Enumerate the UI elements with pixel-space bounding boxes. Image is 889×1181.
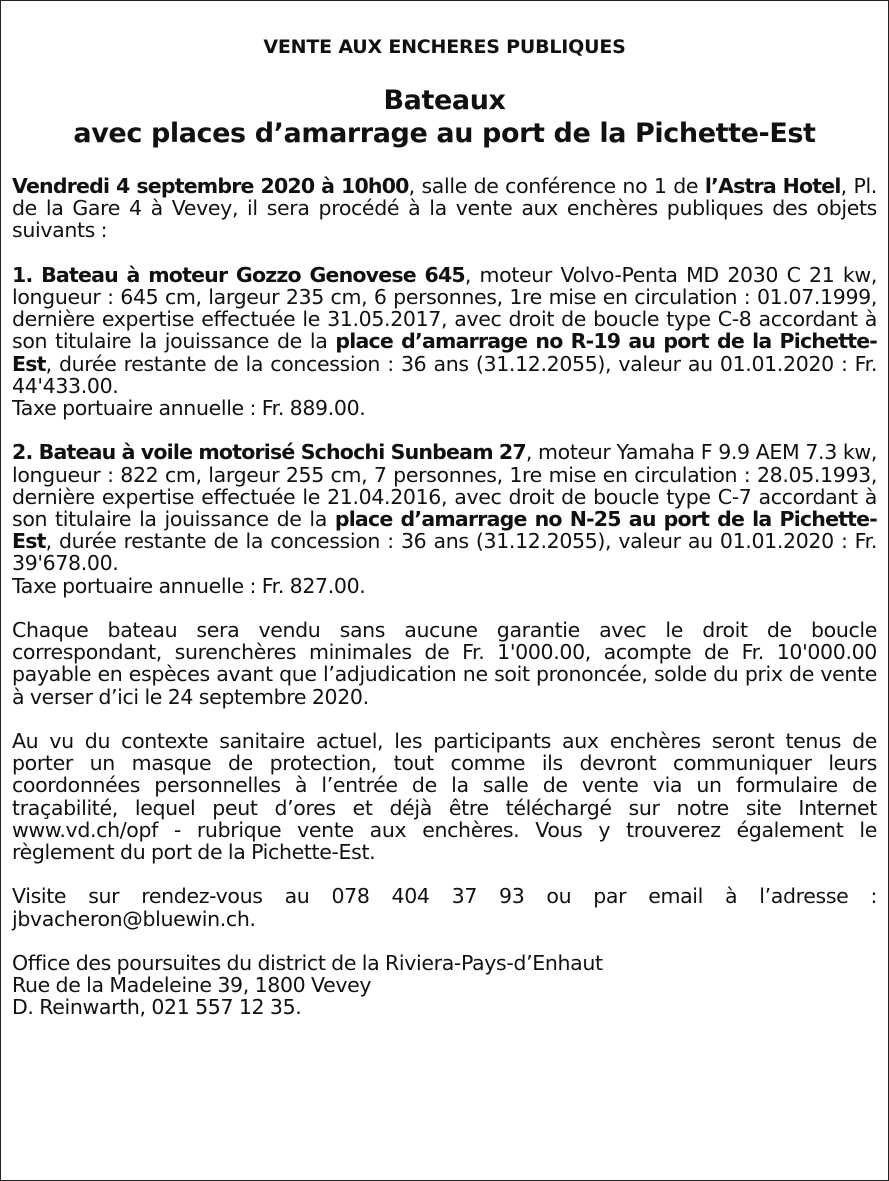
- hotel-name: l’Astra Hotel: [704, 174, 841, 198]
- lot-1-text-2: , durée restante de la concession : 36 ans (31.12.2055), valeur au 01.01.2020 : Fr. 44'433.00.: [12, 351, 877, 398]
- lot-2-name: 2. Bateau à voile motorisé Schochi Sunbeam 27: [12, 440, 526, 465]
- intro-paragraph: [12, 175, 877, 242]
- lot-1-text-1: , moteur Volvo-Penta MD 2030 C 21 kw, longueur : 645 cm, largeur 235 cm, 6 personnes, 1re mise en circulation : 01.07.1999, dernière expertise effectuée le 31.05.2017, avec droit de boucle type C-8 accordant à son titulaire la jouissance de la: [12, 262, 877, 354]
- conditions-paragraph: Chaque bateau sera vendu sans aucune garantie avec le droit de boucle correspondant, surenchères minimales de Fr. 1'000.00, acompte de Fr. 10'000.00 payable en espèces avant que l’adjudication ne soit prononcée, solde du prix de vente à verser d’ici le 24 septembre 2020.: [12, 618, 877, 709]
- notice-body: [12, 175, 877, 1019]
- lot-2-mooring: place d’amarrage no N-25 au port de la Pichette-Est: [12, 507, 877, 554]
- notice-title: [12, 84, 877, 150]
- title-line-1: Bateaux: [383, 85, 506, 116]
- lot-1-tax: Taxe portuaire annuelle : Fr. 889.00.: [12, 396, 366, 421]
- intro-text-2: , Pl. de la Gare 4 à Vevey, il sera procédé à la vente aux enchères publiques des objets suivants :: [12, 174, 877, 243]
- lot-1-mooring: place d’amarrage no R-19 au port de la Pichette-Est: [12, 329, 878, 376]
- office-line-1: Office des poursuites du district de la Riviera-Pays-d’Enhaut: [12, 951, 603, 976]
- notice-kicker: VENTE AUX ENCHERES PUBLIQUES: [263, 36, 626, 58]
- office-line-3: D. Reinwarth, 021 557 12 35.: [12, 995, 302, 1020]
- title-line-2: avec places d’amarrage au port de la Pichette-Est: [73, 118, 816, 149]
- visit-paragraph: Visite sur rendez-vous au 078 404 37 93 ou par email à l’adresse : jbvacheron@bluewin.ch.: [12, 884, 877, 931]
- lot-2-text-2: , durée restante de la concession : 36 ans (31.12.2055), valeur au 01.01.2020 : Fr. 39'678.00.: [12, 529, 877, 576]
- intro-text-1: , salle de conférence no 1 de: [408, 174, 705, 198]
- sale-date: Vendredi 4 septembre 2020 à 10h00: [12, 174, 409, 198]
- lot-2-tax: Taxe portuaire annuelle : Fr. 827.00.: [12, 573, 366, 598]
- lot-2-paragraph: [12, 441, 877, 596]
- office-line-2: Rue de la Madeleine 39, 1800 Vevey: [12, 973, 372, 998]
- lot-1-name: 1. Bateau à moteur Gozzo Genovese 645: [12, 262, 465, 287]
- office-address: [12, 952, 877, 1019]
- lot-1-paragraph: [12, 264, 877, 419]
- sanitary-paragraph: Au vu du contexte sanitaire actuel, les participants aux enchères seront tenus de porter un masque de protection, tout comme ils devront communiquer leurs coordonnées personnelles à l’entrée de la salle de vente via un formulaire de traçabilité, lequel peut d’ores et déjà être téléchargé sur notre site Internet www.vd.ch/opf - rubrique vente aux enchères. Vous y trouverez également le règlement du port de la Pichette-Est.: [12, 729, 877, 865]
- lot-2-text-1: , moteur Yamaha F 9.9 AEM 7.3 kw, longueur : 822 cm, largeur 255 cm, 7 personnes, 1re mise en circulation : 28.05.1993, dernière expertise effectuée le 21.04.2016, avec droit de boucle type C-7 accordant à son titulaire la jouissance de la: [12, 440, 878, 532]
